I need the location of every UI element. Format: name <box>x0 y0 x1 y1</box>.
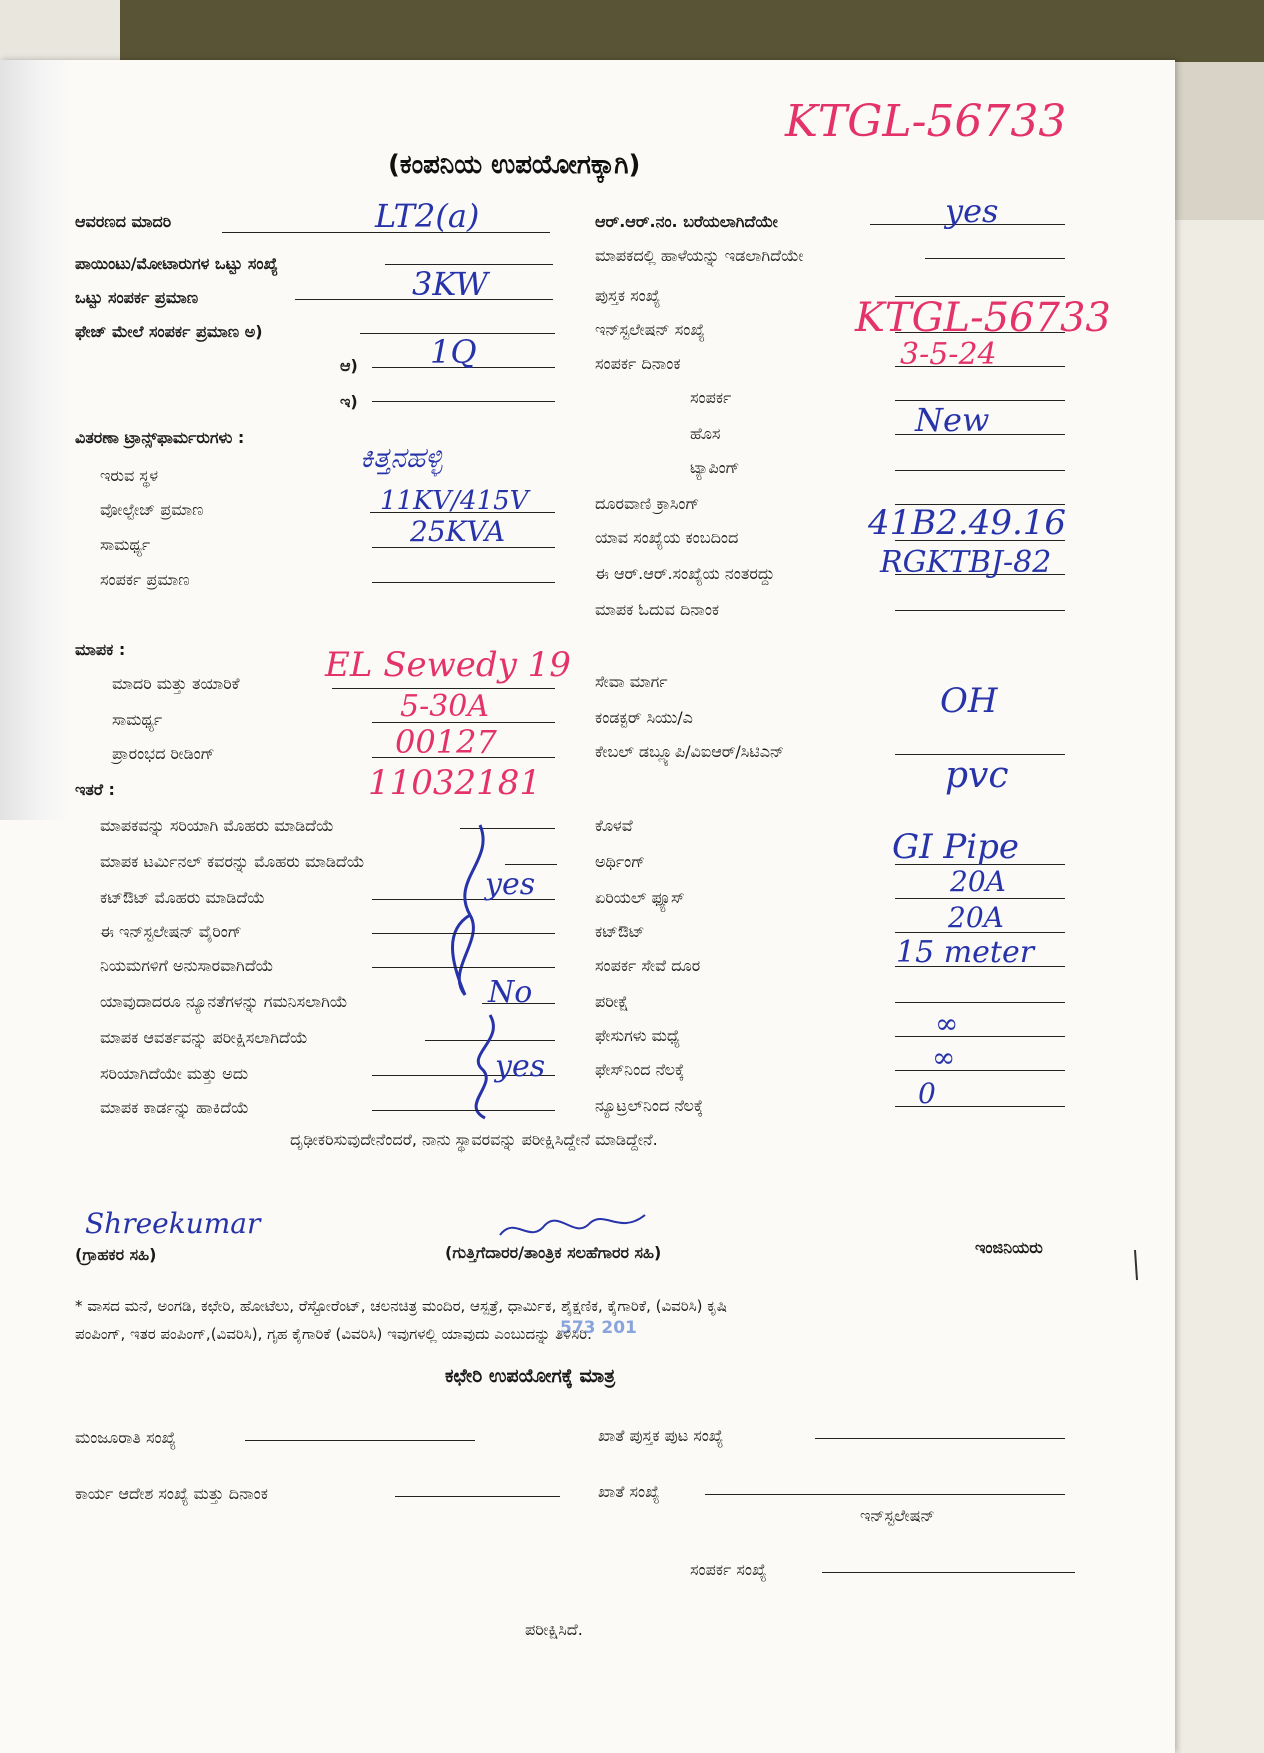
check-heading: ಇತರೆ : <box>75 780 115 799</box>
ref-number-top: KTGL-56733 <box>785 96 1067 147</box>
label-aerial-fuse: ಏರಿಯಲ್ ಫ್ಯೂಸ್ <box>595 888 685 907</box>
line-ledger-page <box>815 1438 1065 1439</box>
label-phase-load-a: ಫೇಜ್ ಮೇಲೆ ಸಂಪರ್ಕ ಪ್ರಮಾಣ ಅ) <box>75 322 263 341</box>
page-title: (ಕಂಪನಿಯ ಉಪಯೋಗಕ್ಕಾಗಿ) <box>388 150 641 180</box>
value-capacity: 25KVA <box>410 515 506 548</box>
line-connection-no <box>822 1572 1075 1573</box>
value-total-load: 3KW <box>412 265 489 303</box>
label-connection-load: ಸಂಪರ್ಕ ಪ್ರಮಾಣ <box>100 570 190 589</box>
label-service-distance: ಸಂಪರ್ಕ ಸೇವೆ ದೂರ <box>595 956 701 975</box>
line-reading-date <box>895 610 1065 611</box>
label-installation: ಇನ್‌ಸ್ಟಲೇಷನ್ <box>860 1506 935 1525</box>
line-terminal-sealed <box>505 864 557 865</box>
label-meter-capacity: ಸಾಮರ್ಥ್ಯ <box>112 710 163 729</box>
line-connection-load <box>372 582 555 583</box>
label-checked: ಪರೀಕ್ಷಿಸಿದೆ. <box>525 1620 583 1639</box>
label-pole-no: ಯಾವ ಸಂಖ್ಯೆಯ ಕಂಬದಿಂದ <box>595 528 739 547</box>
certify-text: ದೃಢೀಕರಿಸುವುದೇನೆಂದರೆ, ನಾನು ಸ್ಥಾವರವನ್ನು ಪರೀಕ್ಷಿಸಿದ್ದೇನೆ ಮಾಡಿದ್ದೇನೆ. <box>290 1130 658 1149</box>
label-voltage: ವೋಲ್ಟೇಜ್ ಪ್ರಮಾಣ <box>100 500 204 519</box>
value-location: ಕಿತ್ತನಹಳ್ಳಿ <box>360 441 443 474</box>
value-phase-earth: ∞ <box>932 1041 956 1074</box>
value-rr-written: yes <box>945 192 999 230</box>
line-tapping <box>895 470 1065 471</box>
label-between-phases: ಫೇಸುಗಳು ಮಧ್ಯೆ <box>595 1026 681 1045</box>
label-service-route: ಸೇವಾ ಮಾರ್ಗ <box>595 672 668 691</box>
office-heading: ಕಛೇರಿ ಉಪಯೋಗಕ್ಕೆ ಮಾತ್ರ <box>445 1365 616 1387</box>
value-installation-no: KTGL-56733 <box>855 295 1111 341</box>
label-new: ಹೊಸ <box>690 424 721 443</box>
value-voltage: 11KV/415V <box>380 486 529 516</box>
engineer-mark <box>1115 1245 1155 1295</box>
label-correct: ಸರಿಯಾಗಿದೆಯೇ ಮತ್ತು ಅದು <box>100 1064 249 1083</box>
label-reading-date: ಮಾಪಕ ಓದುವ ದಿನಾಂಕ <box>595 600 720 619</box>
line-phase-earth <box>895 1070 1065 1071</box>
label-connection-date: ಸಂಪರ್ಕ ದಿನಾಂಕ <box>595 354 681 373</box>
transformers-heading: ವಿತರಣಾ ಟ್ರಾನ್ಸ್‌ಫಾರ್ಮರುಗಳು : <box>75 428 245 447</box>
value-defects: No <box>488 975 533 1010</box>
label-defects: ಯಾವುದಾದರೂ ನ್ಯೂನತೆಗಳನ್ನು ಗಮನಿಸಲಾಗಿಯೆ <box>100 992 348 1011</box>
line-sanction-no <box>245 1440 475 1441</box>
line-old-removed <box>925 258 1065 259</box>
line-aerial-fuse <box>895 898 1065 899</box>
label-installation-no: ಇನ್‌ಸ್ಟಲೇಷನ್ ಸಂಖ್ಯೆ <box>595 320 705 339</box>
label-rr-written: ಆರ್.ಆರ್.ನಂ. ಬರೆಯಲಾಗಿದೆಯೇ <box>595 212 778 231</box>
label-rules: ನಿಯಮಗಳಿಗೆ ಅನುಸಾರವಾಗಿದೆಯೆ <box>100 956 274 975</box>
line-rules <box>372 967 555 968</box>
value-aerial-fuse: 20A <box>950 865 1006 898</box>
value-meter-capacity: 5-30A <box>400 689 490 724</box>
value-model: LT2(a) <box>375 197 480 235</box>
value-meter-serial: 11032181 <box>368 763 542 803</box>
label-after-rr: ಈ ಆರ್.ಆರ್.ಸಂಖ್ಯೆಯ ನಂತರದ್ದು <box>595 564 775 583</box>
label-ledger-page: ಖಾತೆ ಪುಸ್ತಕ ಪುಟ ಸಂಖ್ಯೆ <box>598 1426 724 1445</box>
value-cutout-sealed: yes <box>485 867 536 902</box>
value-earthing: GI Pipe <box>892 827 1020 867</box>
label-old-removed: ಮಾಪಕದಲ್ಲಿ ಹಾಳೆಯನ್ನು ಇಡಲಾಗಿದೆಯೇ <box>595 246 804 265</box>
label-make: ಮಾದರಿ ಮತ್ತು ತಯಾರಿಕೆ <box>112 674 240 693</box>
label-card: ಮಾಪಕ ಕಾರ್ಡನ್ನು ಹಾಕಿದೆಯೆ <box>100 1098 249 1117</box>
label-points-total: ಪಾಯಿಂಟು/ಮೋಟಾರುಗಳ ಒಟ್ಟು ಸಂಖ್ಯೆ <box>75 254 278 273</box>
brace-mark-2 <box>455 1010 505 1120</box>
label-phase-load-c: ಇ) <box>340 392 358 411</box>
label-cutout-sealed: ಕಟ್‌ಔಟ್ ಮೊಹರು ಮಾಡಿದೆಯೆ <box>100 888 266 907</box>
engineer-sign-label: ಇಂಜಿನಿಯರು <box>975 1238 1043 1257</box>
value-initial-reading: 00127 <box>395 723 497 761</box>
value-between-phases: ∞ <box>935 1007 959 1040</box>
label-wiring: ಈ ಇನ್‌ಸ್ಟಲೇಷನ್ ವೈರಿಂಗ್ <box>100 922 242 941</box>
note-line-1: * ವಾಸದ ಮನೆ, ಅಂಗಡಿ, ಕಛೇರಿ, ಹೋಟೆಲು, ರೆಸ್ಟೋರೆಂಟ್, ಚಲನಚಿತ್ರ ಮಂದಿರ, ಆಸ್ಪತ್ರೆ, ಧಾರ್ಮಿಕ, ಶೈಕ್ಷಣಿಕ, ಕೈಗಾರಿಕೆ, (ವಿವರಿಸಿ) ಕೃಷಿ <box>75 1297 727 1315</box>
contractor-sign-label: (ಗುತ್ತಿಗೆದಾರರ/ತಾಂತ್ರಿಕ ಸಲಹೆಗಾರರ ಸಹಿ) <box>445 1243 662 1262</box>
label-cutout: ಕಟ್‌ಔಟ್ <box>595 922 645 941</box>
value-new: New <box>915 401 990 439</box>
label-terminal-sealed: ಮಾಪಕ ಟರ್ಮಿನಲ್ ಕವರನ್ನು ಮೊಹರು ಮಾಡಿದೆಯೆ <box>100 852 365 871</box>
label-neutral-earth: ನ್ಯೂಟ್ರಲ್‌ನಿಂದ ನೆಲಕ್ಕೆ <box>595 1096 704 1115</box>
label-connection-no: ಸಂಪರ್ಕ ಸಂಖ್ಯೆ <box>690 1560 767 1579</box>
label-test: ಪರೀಕ್ಷೆ <box>595 992 629 1011</box>
label-cable: ಕೇಬಲ್ ಡಬ್ಲ್ಯೂಪಿ/ವಿಐಆರ್/ಸಿಟಿಎನ್ <box>595 742 785 761</box>
label-phone-crossing: ದೂರವಾಣಿ ಕ್ರಾಸಿಂಗ್ <box>595 494 700 513</box>
value-service-distance: 15 meter <box>896 935 1035 970</box>
label-rotation: ಮಾಪಕ ಆವರ್ತವನ್ನು ಪರೀಕ್ಷಿಸಲಾಗಿದೆಯೆ <box>100 1028 308 1047</box>
customer-signature: Shreekumar <box>85 1207 261 1240</box>
value-phase-load-b: 1Q <box>430 333 477 371</box>
note-line-2: ಪಂಪಿಂಗ್, ಇತರ ಪಂಪಿಂಗ್,(ವಿವರಿಸಿ), ಗೃಹ ಕೈಗಾರಿಕೆ (ವಿವರಿಸಿ) ಇವುಗಳಲ್ಲಿ ಯಾವುದು ಎಂಬುದನ್ನು ತಿಳಿಸಿರಿ. <box>75 1325 592 1343</box>
customer-sign-label: (ಗ್ರಾಹಕರ ಸಹಿ) <box>75 1245 157 1264</box>
value-correct: yes <box>495 1049 546 1084</box>
line-account-no <box>705 1494 1065 1495</box>
line-between-phases <box>895 1036 1065 1037</box>
label-model: ಆವರಣದ ಮಾದರಿ <box>75 212 172 231</box>
line-work-order <box>395 1496 560 1497</box>
label-pipe: ಕೊಳವೆ <box>595 816 633 835</box>
label-sanction-no: ಮಂಜೂರಾತಿ ಸಂಖ್ಯೆ <box>75 1428 177 1447</box>
label-work-order: ಕಾರ್ಯ ಆದೇಶ ಸಂಖ್ಯೆ ಮತ್ತು ದಿನಾಂಕ <box>75 1484 268 1503</box>
meter-heading: ಮಾಪಕ : <box>75 640 126 659</box>
value-after-rr: RGKTBJ-82 <box>880 545 1052 580</box>
label-connection: ಸಂಪರ್ಕ <box>690 388 732 407</box>
label-conductor: ಕಂಡಕ್ಟರ್ ಸಿಯು/ಎ <box>595 708 693 727</box>
value-conductor: OH <box>940 681 998 721</box>
label-location: ಇರುವ ಸ್ಥಳ <box>100 466 159 485</box>
label-phase-earth: ಫೇಸ್‌ನಿಂದ ನೆಲಕ್ಕೆ <box>595 1060 685 1079</box>
stamp-pin: 573 201 <box>560 1318 637 1338</box>
label-capacity: ಸಾಮರ್ಥ್ಯ <box>100 535 151 554</box>
label-total-load: ಒಟ್ಟು ಸಂಪರ್ಕ ಪ್ರಮಾಣ <box>75 288 199 307</box>
label-book-no: ಪುಸ್ತಕ ಸಂಖ್ಯೆ <box>595 286 661 305</box>
label-tapping: ಟ್ಯಾಪಿಂಗ್ <box>690 458 740 477</box>
line-card <box>372 1110 555 1111</box>
label-initial-reading: ಪ್ರಾರಂಭದ ರೀಡಿಂಗ್ <box>112 744 215 763</box>
value-neutral-earth: 0 <box>918 1077 936 1110</box>
line-wiring <box>372 933 555 934</box>
label-phase-load-b: ಆ) <box>340 356 358 375</box>
value-make: EL Sewedy 19 <box>325 645 571 685</box>
label-sealed: ಮಾಪಕವನ್ನು ಸರಿಯಾಗಿ ಮೊಹರು ಮಾಡಿದೆಯೆ <box>100 816 334 835</box>
value-cable: pvc <box>945 755 1009 796</box>
value-cutout: 20A <box>948 901 1004 934</box>
label-account-no: ಖಾತೆ ಸಂಖ್ಯೆ <box>598 1482 660 1501</box>
line-phase-load-c <box>372 401 555 402</box>
value-pole-no: 41B2.49.16 <box>868 503 1067 543</box>
label-earthing: ಅರ್ಥಿಂಗ್ <box>595 852 646 871</box>
line-test <box>895 1002 1065 1003</box>
value-connection-date: 3-5-24 <box>900 337 997 372</box>
